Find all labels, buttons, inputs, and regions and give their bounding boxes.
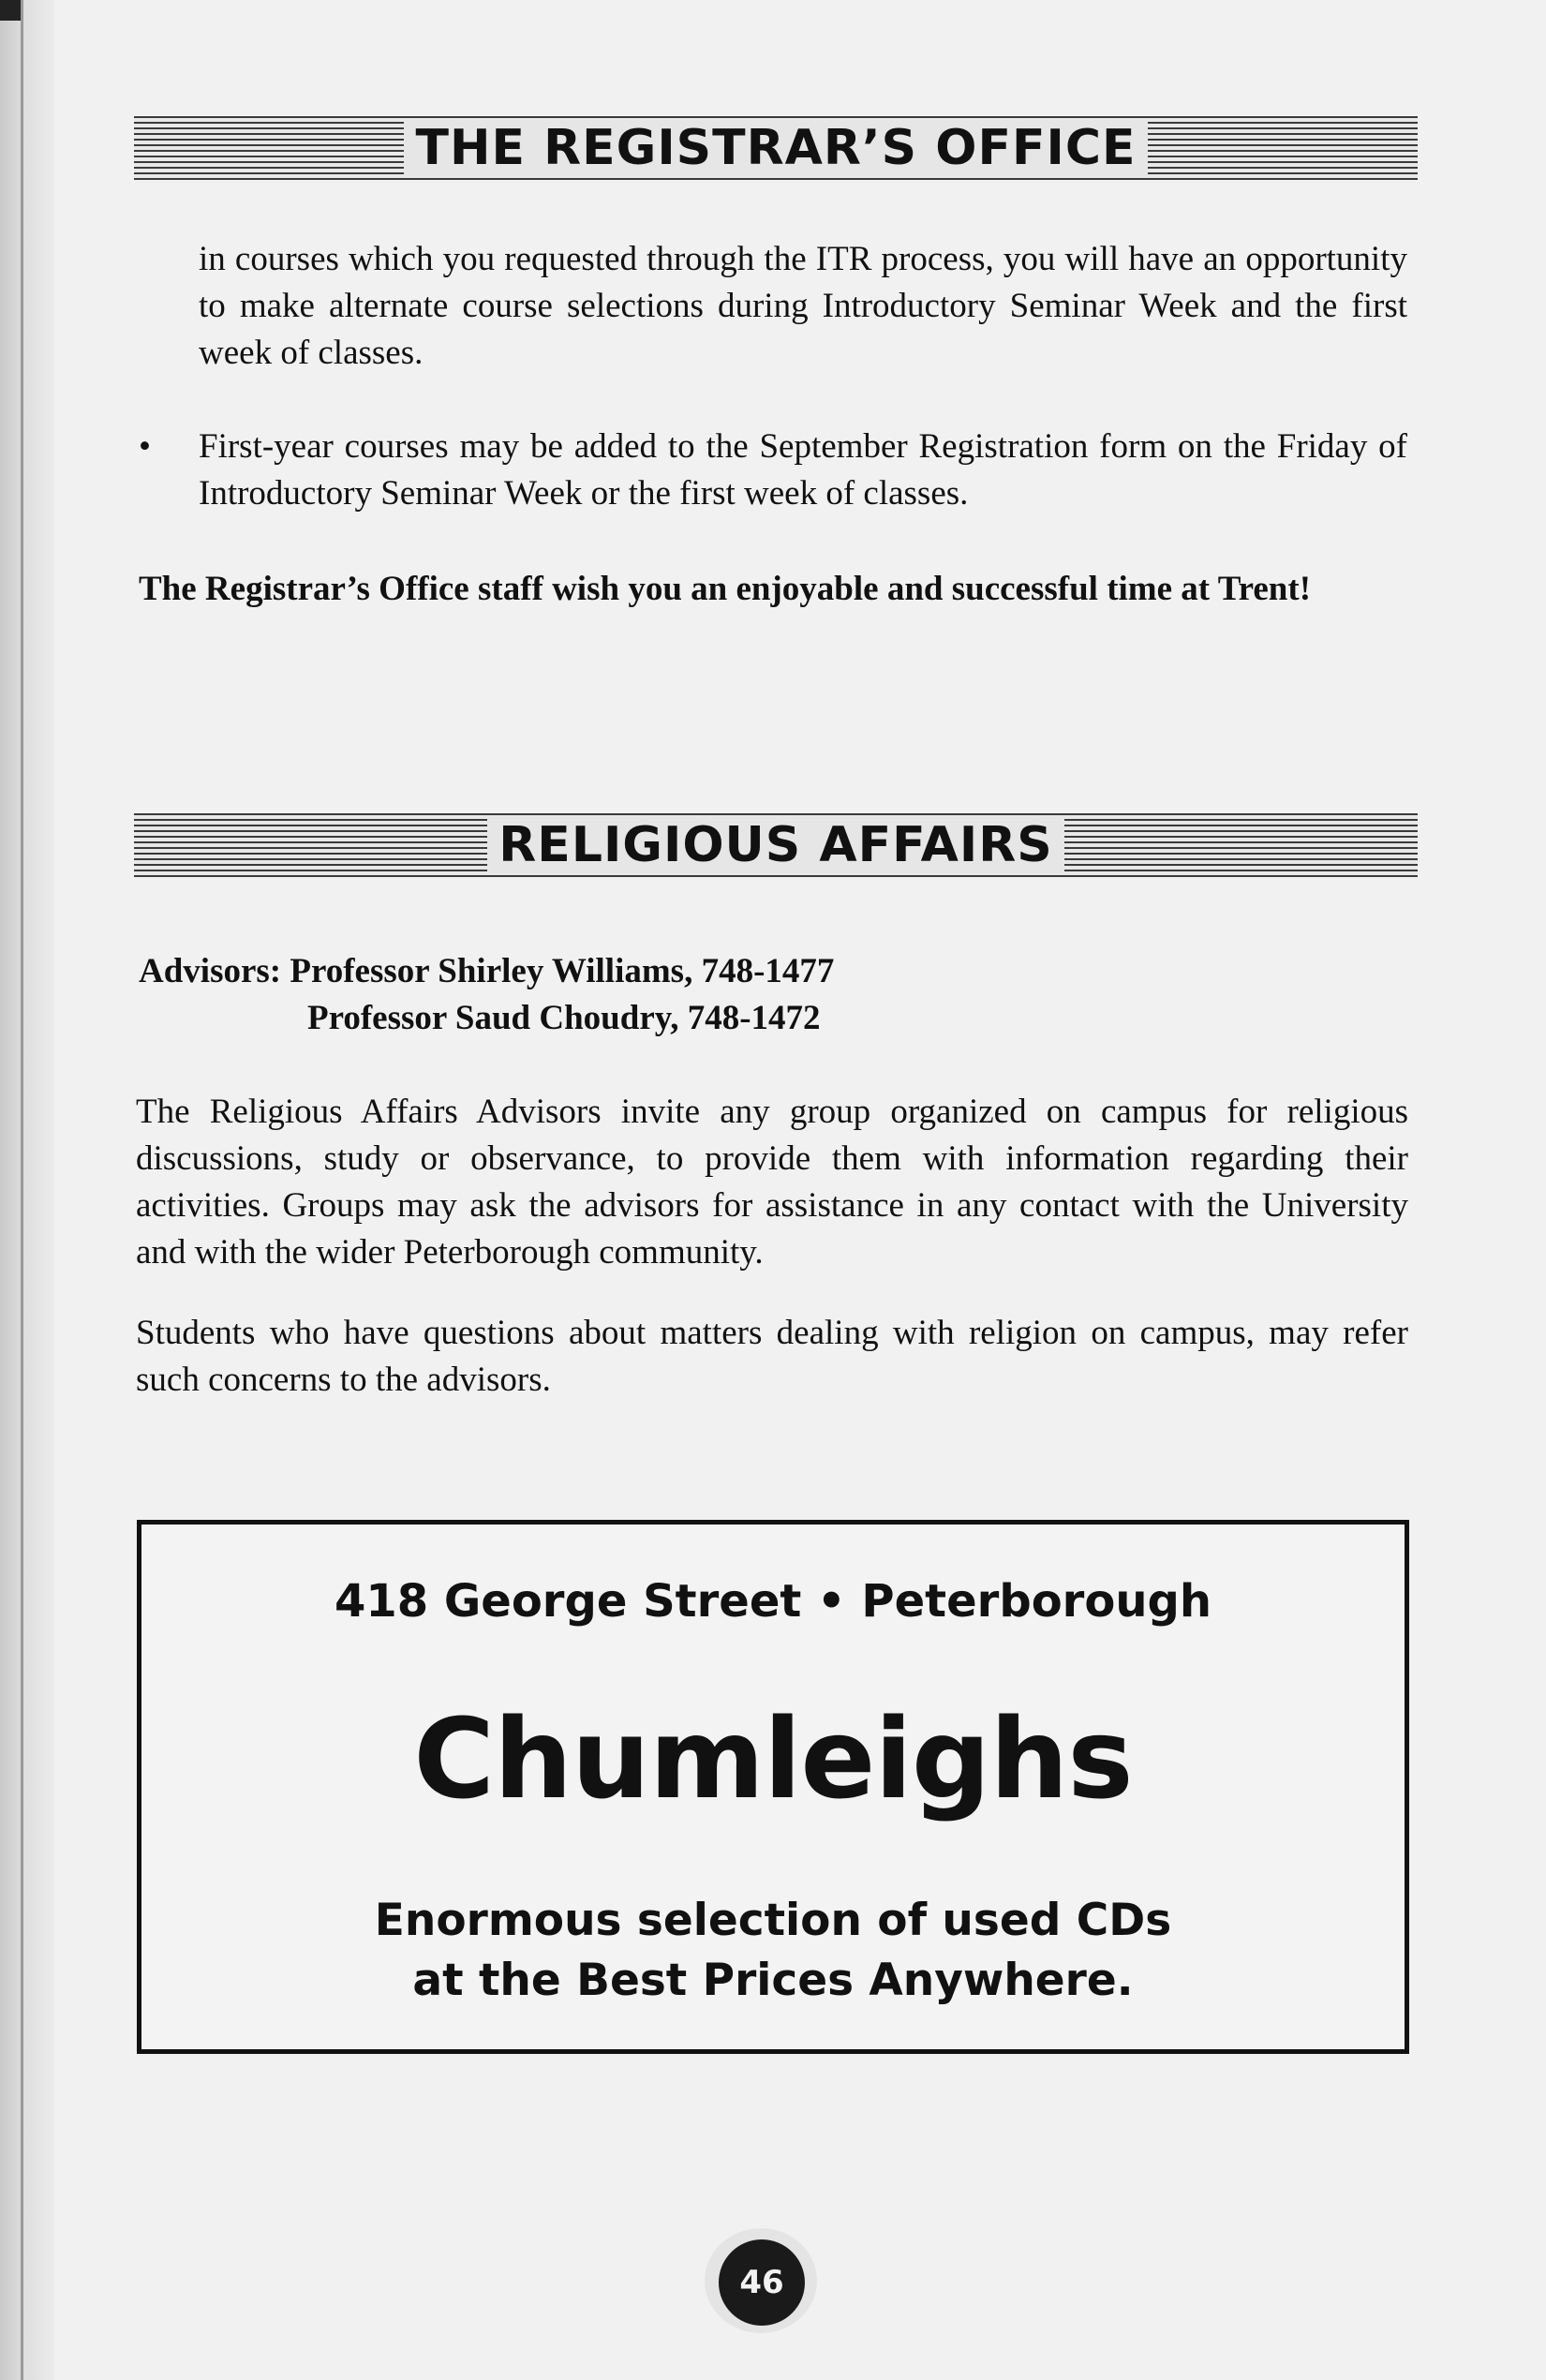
ad-address: 418 George Street • Peterborough bbox=[334, 1575, 1212, 1628]
book-spine-shadow bbox=[0, 0, 54, 2380]
advisor-line-2: Professor Saud Choudry, 748-1472 bbox=[307, 999, 821, 1037]
religious-heading: RELIGIOUS AFFAIRS bbox=[487, 817, 1063, 873]
registrar-bullet-item bbox=[139, 424, 1407, 517]
religious-paragraph-1: The Religious Affairs Advisors invite any group organized on campus for religious discussions, study or observance, to provide them with information regarding their activities. Groups may ask the advisors for assistance in any contact with the University and with the wider Peterborough community. bbox=[136, 1093, 1408, 1272]
religious-heading-banner bbox=[134, 813, 1418, 877]
page-number-badge: 46 bbox=[719, 2239, 805, 2326]
bullet-marker: • bbox=[139, 427, 151, 466]
registrar-paragraph: in courses which you requested through the ITR process, you will have an opportunity to make alternate course selections during Introductory Seminar Week and the first week of classes. bbox=[199, 240, 1407, 372]
religious-paragraph-2: Students who have questions about matters dealing with religion on campus, may refer such concerns to the advisors. bbox=[136, 1314, 1408, 1399]
registrar-bullet-text: First-year courses may be added to the September Registration form on the Friday of Introductory Seminar Week or the first week of classes. bbox=[199, 427, 1407, 513]
ad-tagline-line-1: Enormous selection of used CDs bbox=[374, 1895, 1172, 1946]
ad-brand-name: Chumleighs bbox=[413, 1694, 1133, 1823]
advertisement-box bbox=[137, 1520, 1409, 2054]
advisors-block bbox=[139, 948, 1407, 1042]
registrar-heading: THE REGISTRAR’S OFFICE bbox=[404, 120, 1147, 176]
registrar-closing: The Registrar’s Office staff wish you an enjoyable and successful time at Trent! bbox=[139, 570, 1312, 608]
advisor-line-1: Advisors: Professor Shirley Williams, 748-1477 bbox=[139, 952, 835, 990]
ad-tagline-line-2: at the Best Prices Anywhere. bbox=[412, 1955, 1134, 2006]
page-corner-mark bbox=[0, 0, 21, 21]
registrar-heading-banner bbox=[134, 116, 1418, 180]
binding-line bbox=[21, 0, 23, 2380]
